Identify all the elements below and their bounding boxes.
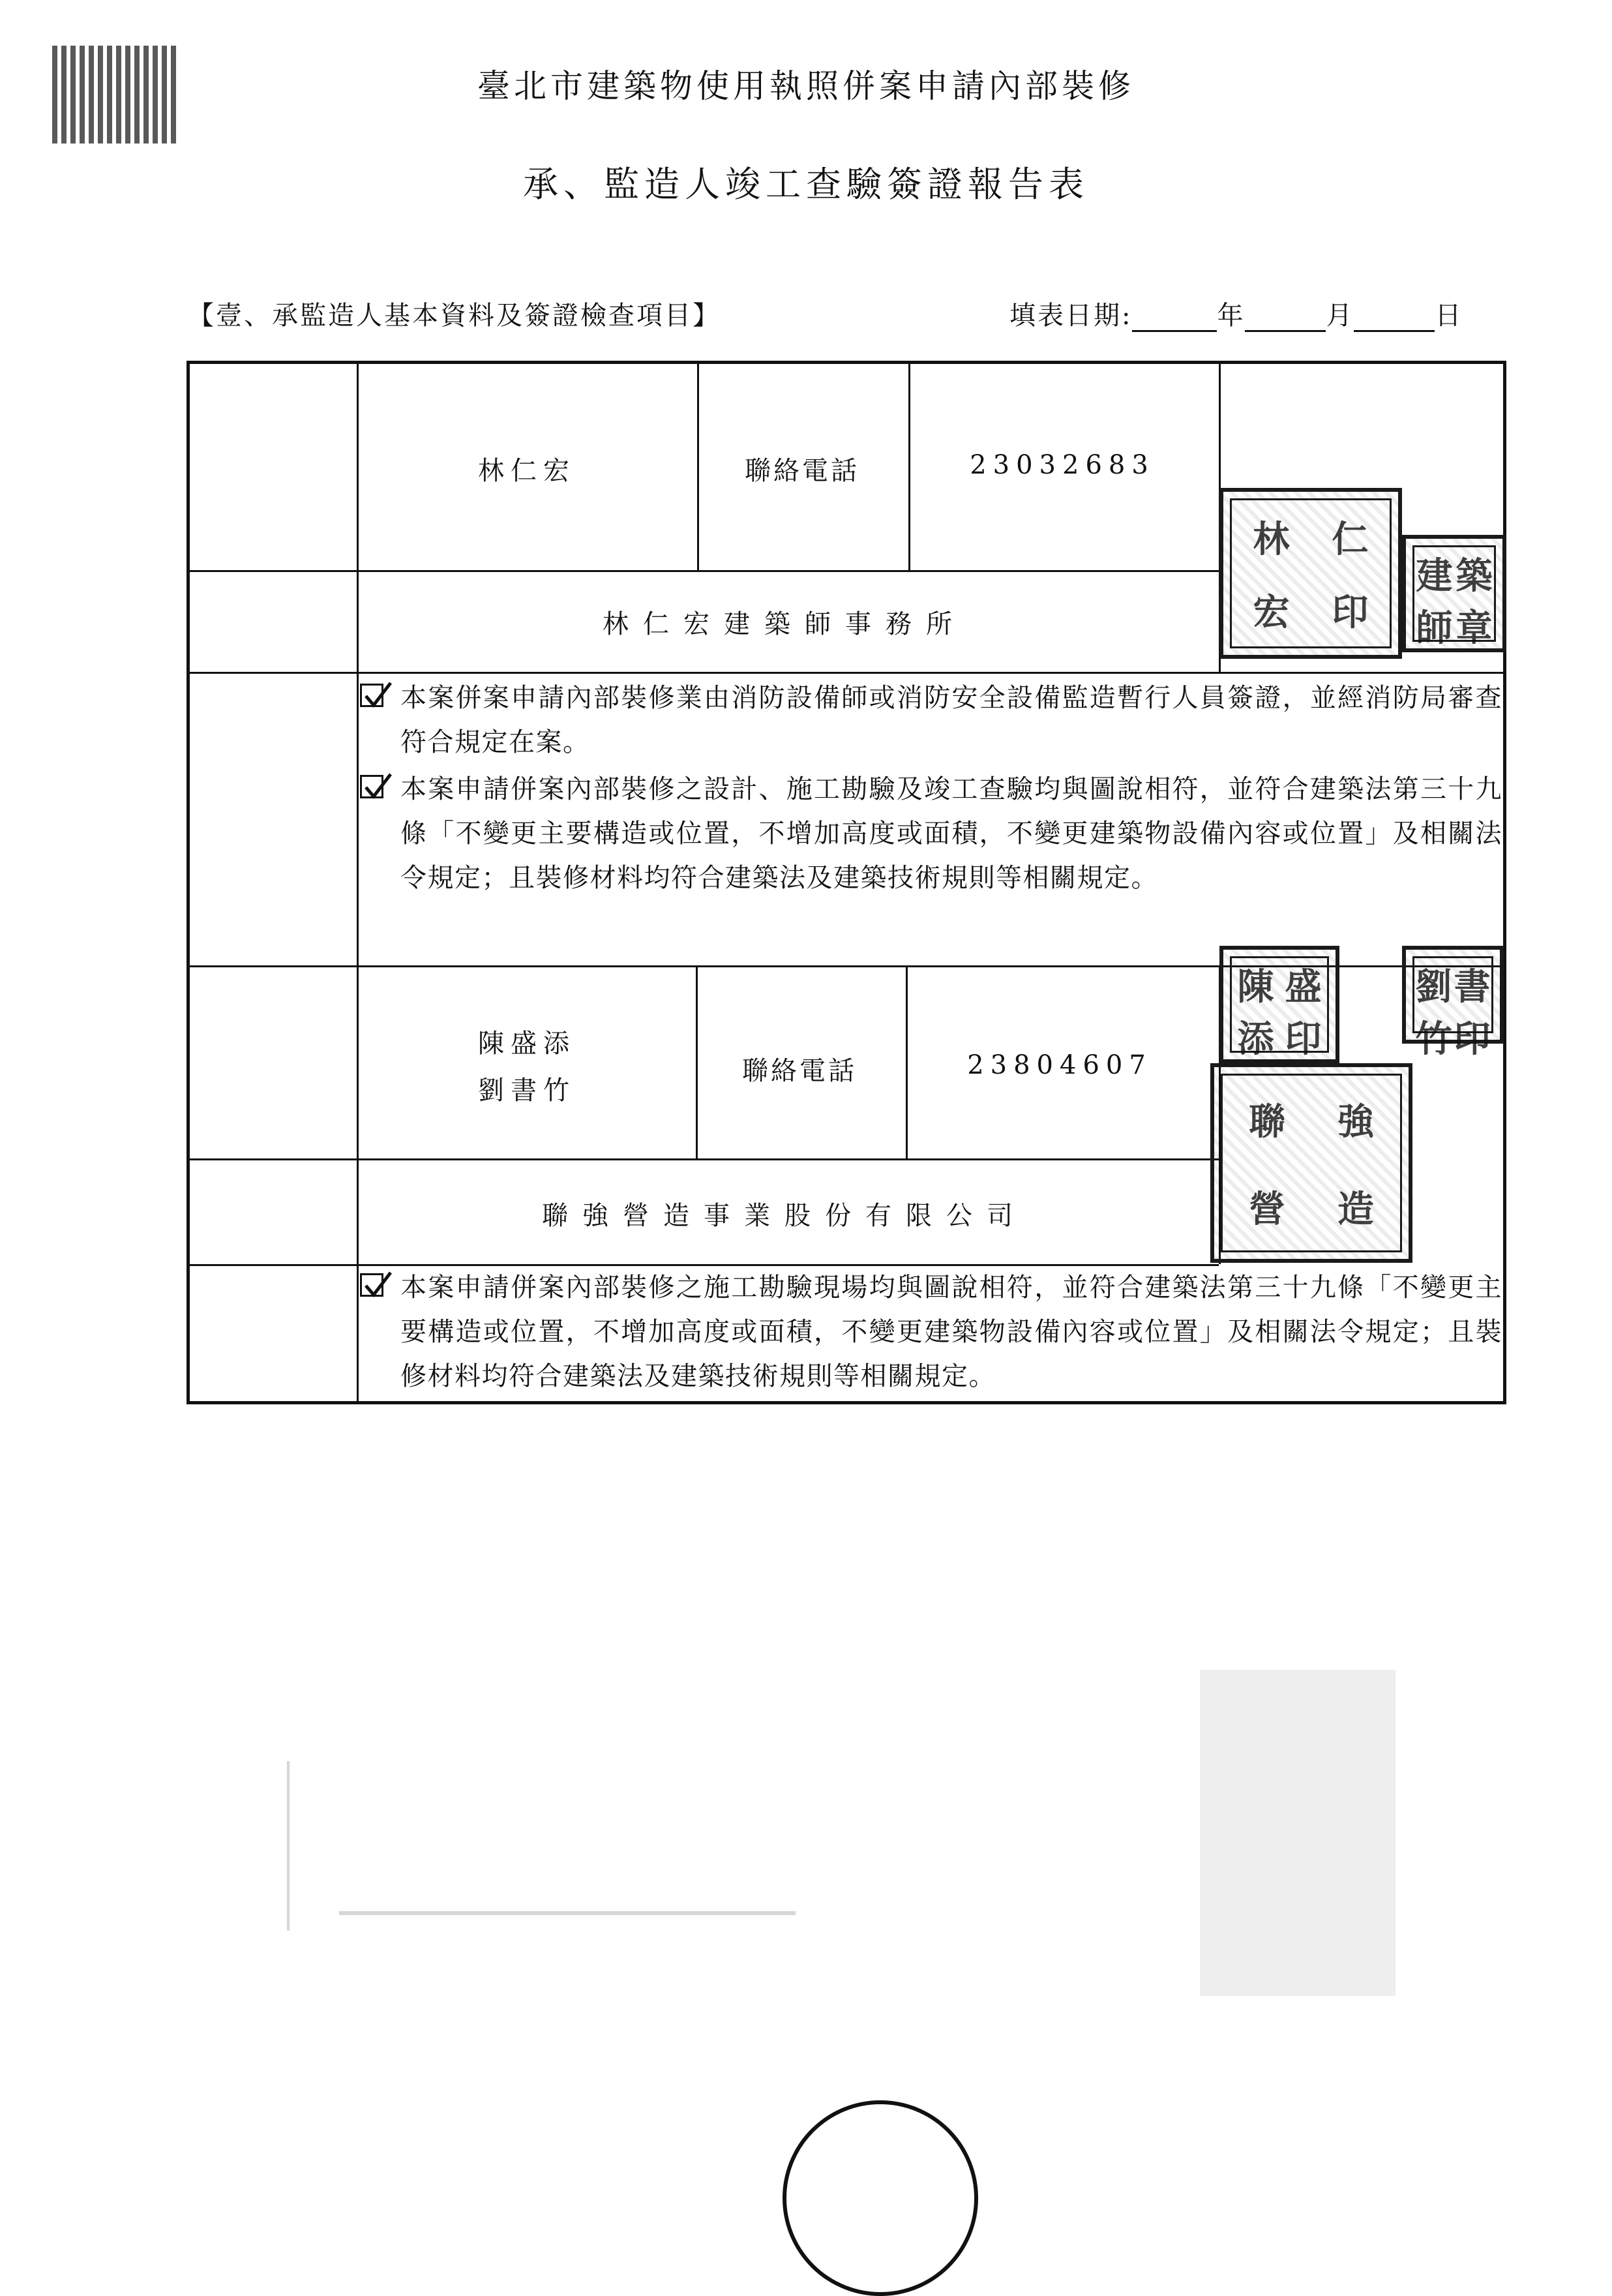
seal-glyph: 竹 xyxy=(1415,1018,1452,1061)
seal-glyph: 師 xyxy=(1416,607,1453,650)
scan-noise xyxy=(287,1761,290,1931)
row-divider xyxy=(190,672,1504,674)
seal-glyph: 強 xyxy=(1337,1100,1374,1143)
contractor-check-checkbox[interactable] xyxy=(360,1273,383,1297)
supervisor-check-2-text: 本案申請併案內部裝修之設計、施工勘驗及竣工查驗均與圖說相符，並符合建築法第三十九條「不變更主要構造或位置，不增加高度或面積，不變更建築物設備內容或位置」及相關法令規定；且裝修材料均符合建築法及建築技術規則等相關規定。 xyxy=(400,774,1502,893)
supervisor-phone-label: 聯絡電話 xyxy=(745,456,859,486)
seal-pattern xyxy=(1230,498,1392,648)
seal-pattern xyxy=(1230,956,1329,1061)
seal-glyph: 印 xyxy=(1332,591,1369,634)
supervisor-name: 林仁宏 xyxy=(478,456,576,486)
seal-glyph: 宏 xyxy=(1253,591,1290,634)
seal-glyph: 營 xyxy=(1249,1188,1285,1231)
contractor-name-2: 劉書竹 xyxy=(478,1076,576,1106)
company-name: 聯強營造事業股份有限公司 xyxy=(542,1201,1027,1231)
checkmark-icon xyxy=(363,773,392,802)
document-title-line-1: 臺北市建築物使用執照併案申請內部裝修 xyxy=(477,67,1135,105)
seal-glyph: 添 xyxy=(1237,1018,1274,1061)
row-divider xyxy=(190,570,1219,572)
contractor-phone: 23804607 xyxy=(967,1050,1152,1080)
architect-seal xyxy=(1219,488,1402,659)
supervisor-check-2-checkbox[interactable] xyxy=(360,775,383,798)
seal-glyph: 印 xyxy=(1285,1018,1322,1061)
checkmark-icon xyxy=(363,682,392,710)
seal-pattern xyxy=(1412,545,1496,650)
contractor-phone-label: 聯絡電話 xyxy=(742,1056,857,1086)
seal-glyph: 印 xyxy=(1454,1018,1491,1061)
year-blank xyxy=(1132,305,1217,332)
year-label: 年 xyxy=(1217,301,1246,331)
scan-noise xyxy=(339,1911,796,1915)
seal-glyph: 書 xyxy=(1454,965,1491,1008)
seal-glyph: 劉 xyxy=(1415,965,1452,1008)
engineer-seal xyxy=(1402,946,1504,1061)
seal-glyph: 林 xyxy=(1253,518,1290,561)
contractor-name-1: 陳盛添 xyxy=(478,1029,576,1059)
contractor-seal xyxy=(1219,946,1339,1063)
seal-glyph: 造 xyxy=(1337,1188,1374,1231)
seal-pattern xyxy=(1412,956,1493,1061)
supervisor-check-1-checkbox[interactable] xyxy=(360,684,383,707)
section-title: 【壹、承監造人基本資料及簽證檢查項目】 xyxy=(188,301,721,331)
architect-small-seal xyxy=(1402,535,1506,652)
seal-pattern xyxy=(1221,1074,1402,1252)
scan-noise xyxy=(1200,1670,1396,1996)
supervisor-phone: 23032683 xyxy=(970,450,1155,480)
round-stamp xyxy=(783,2100,978,2296)
seal-glyph: 建 xyxy=(1416,554,1453,597)
office-name: 林仁宏建築師事務所 xyxy=(603,609,966,639)
document-title-line-2: 承、監造人竣工查驗簽證報告表 xyxy=(523,164,1089,205)
checkmark-icon xyxy=(363,1271,392,1300)
month-label: 月 xyxy=(1326,301,1354,331)
supervisor-check-1-text: 本案併案申請內部裝修業由消防設備師或消防安全設備監造暫行人員簽證，並經消防局審查符合規定在案。 xyxy=(400,683,1502,757)
seal-glyph: 仁 xyxy=(1332,518,1369,561)
seal-glyph: 章 xyxy=(1455,607,1493,650)
fill-date xyxy=(1009,295,1463,332)
day-blank xyxy=(1354,305,1435,332)
fill-date-label: 填表日期: xyxy=(1009,301,1133,331)
day-label: 日 xyxy=(1435,301,1463,331)
company-seal xyxy=(1210,1063,1412,1263)
row-divider xyxy=(190,1158,1219,1160)
seal-glyph: 築 xyxy=(1455,554,1493,597)
month-blank xyxy=(1245,305,1326,332)
column-divider xyxy=(357,364,359,1402)
seal-glyph: 陳 xyxy=(1237,965,1274,1008)
contractor-check-text: 本案申請併案內部裝修之施工勘驗現場均與圖說相符，並符合建築法第三十九條「不變更主要構造或位置，不增加高度或面積，不變更建築物設備內容或位置」及相關法令規定；且裝修材料均符合建築法及建築技術規則等相關規定。 xyxy=(400,1273,1502,1391)
seal-glyph: 盛 xyxy=(1285,965,1322,1008)
seal-glyph: 聯 xyxy=(1249,1100,1285,1143)
